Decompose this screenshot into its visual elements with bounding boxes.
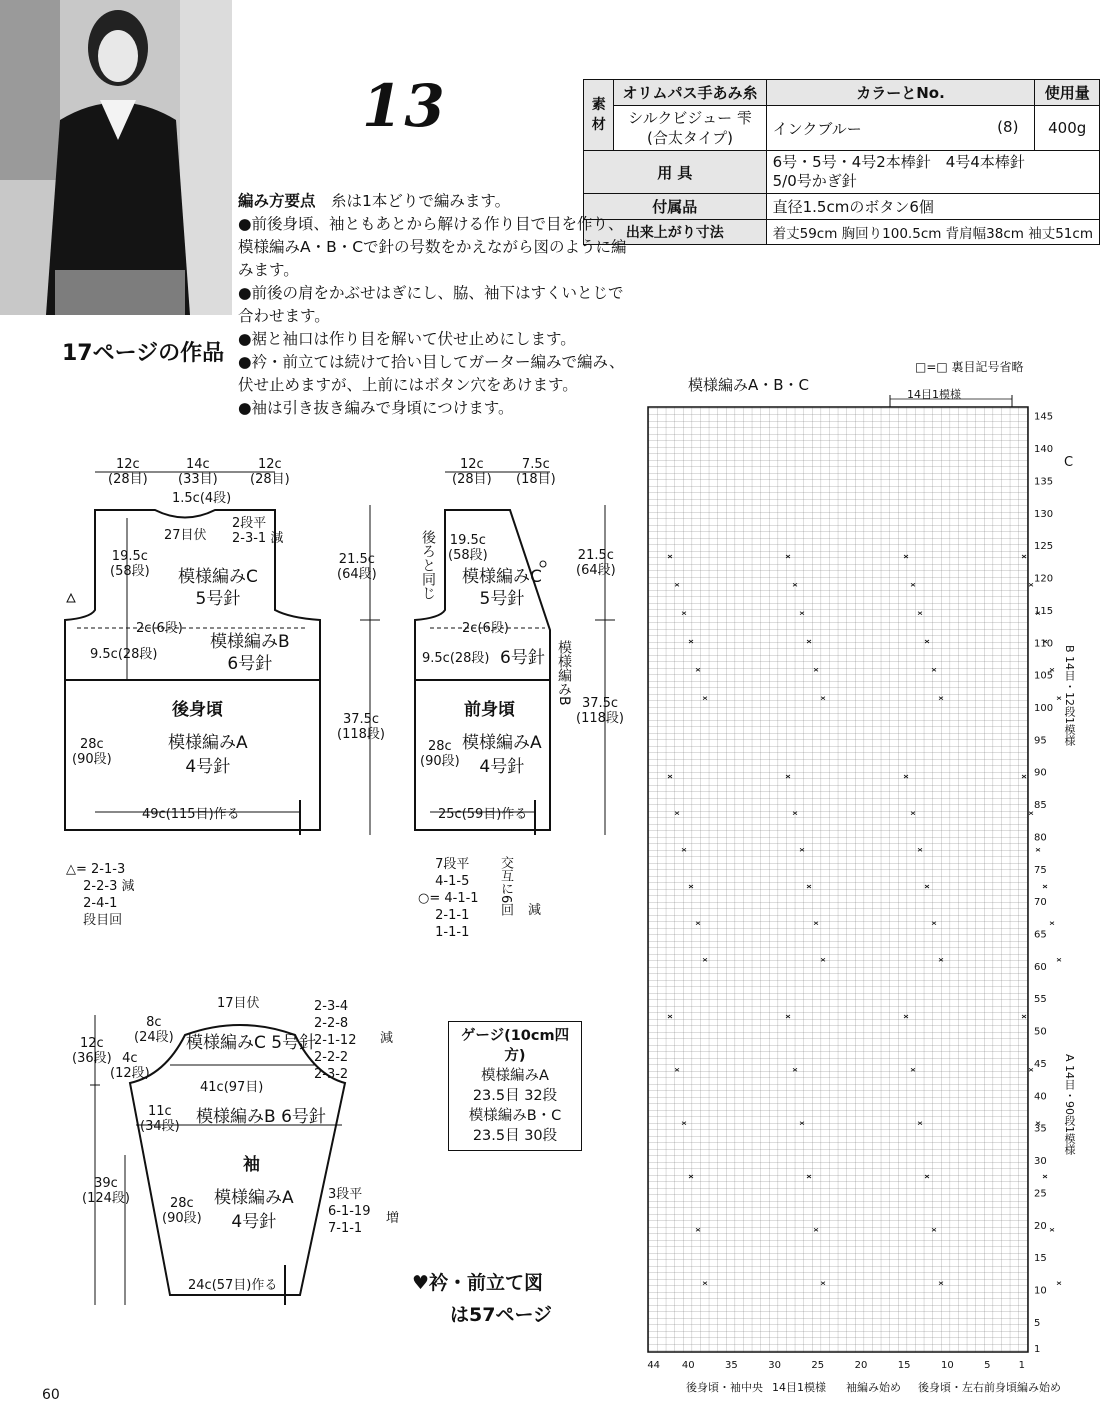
instruction-line: ●衿・前立ては続けて拾い目してガーター編みで編み、伏せ止めますが、上前にはボタン穴をあけます。 [238, 353, 625, 394]
chart-col-label: 10 [940, 1360, 954, 1371]
chart-row-label: 145 [1034, 411, 1054, 423]
chart-row-label: 80 [1034, 832, 1047, 844]
collar-note-line2: は57ページ [450, 1304, 553, 1326]
chart-row-label: 140 [1034, 444, 1054, 456]
finished-size-label: 出来上がり寸法 [584, 220, 767, 245]
chart-stitch-mark [1050, 922, 1054, 925]
chart-col-label: 25 [811, 1360, 825, 1371]
chart-row-label: 1 [1034, 1343, 1041, 1355]
materials-table [583, 79, 1100, 245]
chart-row-label: 60 [1034, 961, 1047, 973]
yarn-cell [614, 106, 766, 151]
chart-col-label: 35 [725, 1360, 738, 1371]
chart-row-label: 40 [1034, 1091, 1047, 1103]
chart-legend: □=□ 裏目記号省略 [915, 360, 1024, 374]
gauge-pattern-a-value: 23.5目 32段 [472, 1088, 558, 1104]
back-section-b-height: 9.5c(28段) [90, 647, 158, 662]
instructions-block [238, 190, 638, 420]
chart-row-label: 25 [1034, 1188, 1047, 1200]
color-header: カラーとNo. [766, 80, 1035, 106]
chart-row-label: 120 [1034, 573, 1054, 585]
chart-foot-right: 後身頃・左右前身頃編み始め [918, 1381, 1061, 1394]
back-pattern-a: 模様編みA 4号針 [168, 733, 248, 777]
back-neck-decrease: 2段平 2-3-1 減 [232, 516, 284, 546]
chart-col-label: 30 [768, 1360, 781, 1371]
back-armhole-decrease: △= 2-1-3 2-2-3 減 2-4-1 段目回 [66, 862, 135, 928]
chart-col-label: 44 [647, 1360, 661, 1371]
instructions-first-line [238, 190, 638, 213]
back-yoke-height: 19.5c (58段) [110, 549, 150, 579]
yarn-type: (合太タイプ) [647, 129, 733, 147]
chart-col-label: 1 [1018, 1360, 1026, 1371]
back-top-width-1: 12c (28目) [108, 457, 148, 487]
yarn-name: シルクビジュー 雫 [628, 109, 752, 127]
front-lower-height: 37.5c (118段) [576, 696, 624, 726]
sleeve-increase-word: 増 [386, 1211, 400, 1226]
sleeve-top-width: 41c(97目) [200, 1080, 264, 1095]
front-alternate-note: 交互に6回 [498, 856, 513, 917]
sleeve-cast-on: 24c(57目)作る [188, 1278, 278, 1293]
front-pattern-c: 模様編みC 5号針 [462, 567, 542, 609]
chart-stitch-mark [1043, 1175, 1047, 1178]
sleeve-cap-side: 8c (24段) [134, 1015, 174, 1045]
chart-title: 模様編みA・B・C [688, 376, 810, 394]
gauge-pattern-bc: 模様編みB・C [468, 1108, 562, 1124]
color-number: (8) [997, 117, 1019, 136]
back-cast-on: 49c(115目)作る [142, 807, 240, 822]
sleeve-cap-bind: 17目伏 [217, 996, 260, 1011]
instructions-heading: 編み方要点 [238, 192, 316, 210]
stitch-chart [640, 395, 1100, 1410]
gauge-pattern-a: 模様編みA [481, 1068, 549, 1084]
chart-row-label: 45 [1034, 1058, 1047, 1070]
sleeve-pattern-a: 模様編みA 4号針 [214, 1188, 294, 1232]
collar-note [412, 1267, 552, 1331]
chart-col-label: 5 [984, 1360, 991, 1371]
sleeve-total-height: 39c (124段) [82, 1176, 130, 1206]
chart-stitch-mark [1057, 697, 1061, 700]
chart-stitch-mark [1036, 848, 1040, 851]
chart-row-label: 5 [1034, 1317, 1041, 1329]
materials-label: 素材 [584, 80, 614, 151]
back-pattern-b: 模様編みB 6号針 [210, 632, 290, 674]
chart-stitch-mark [1043, 885, 1047, 888]
works-reference: 17ページの作品 [62, 341, 225, 366]
chart-section-b: B 14目・12段1模様 [1063, 645, 1076, 747]
chart-col-label: 20 [854, 1360, 868, 1371]
chart-row-label: 50 [1034, 1026, 1047, 1038]
collar-note-line1: ♥衿・前立て図 [412, 1272, 544, 1294]
front-body-name: 前身頃 [464, 700, 515, 720]
chart-stitch-mark [1029, 812, 1033, 815]
chart-stitch-mark [1029, 583, 1033, 586]
instruction-line: ●前後の肩をかぶせはぎにし、脇、袖下はすくいとじで合わせます。 [238, 284, 624, 325]
sleeve-section-b-height: 11c (34段) [140, 1104, 180, 1134]
chart-row-label: 115 [1034, 605, 1054, 617]
gauge-pattern-bc-value: 23.5目 30段 [472, 1128, 558, 1144]
sleeve-cap-lower: 4c (12段) [110, 1051, 150, 1081]
color-name: インクブルー [772, 119, 862, 138]
instruction-line: ●裾と袖口は作り目を解いて伏せ止めにします。 [238, 330, 576, 348]
yarn-brand-header: オリムパス手あみ糸 [614, 80, 766, 106]
chart-row-label: 100 [1034, 702, 1054, 714]
chart-stitch-mark [1057, 1282, 1061, 1285]
chart-stitch-mark [1029, 1068, 1033, 1071]
front-cast-on: 25c(59目)作る [438, 807, 528, 822]
pattern-number: 13 [362, 72, 447, 140]
back-armhole: 2c(6段) [136, 621, 183, 636]
front-top-width-2: 7.5c (18目) [516, 457, 556, 487]
chart-row-label: 85 [1034, 800, 1047, 812]
front-neck-decrease: 7段平 4-1-5 ○= 4-1-1 2-1-1 1-1-1 [418, 857, 479, 940]
tools-label: 用 具 [584, 151, 767, 194]
back-lower-height: 37.5c (118段) [337, 712, 385, 742]
sleeve-section-a-height: 28c (90段) [162, 1196, 202, 1226]
amount-header: 使用量 [1035, 80, 1100, 106]
back-pattern-c: 模様編みC 5号針 [178, 567, 258, 609]
back-section-a-height: 28c (90段) [72, 737, 112, 767]
instruction-line: 糸は1本どりで編みます。 [331, 192, 511, 210]
chart-row-label: 95 [1034, 735, 1047, 747]
tools-cell [766, 151, 1099, 194]
chart-row-label: 20 [1034, 1220, 1047, 1232]
chart-section-c: C [1064, 455, 1074, 470]
chart-repeat-label: 14目1模様 [907, 388, 961, 401]
gauge-title: ゲージ(10cm四方) [460, 1028, 570, 1064]
color-cell [766, 106, 1035, 151]
front-yoke-height: 19.5c (58段) [448, 533, 488, 563]
chart-foot-sleeve: 袖編み始め [846, 1381, 901, 1394]
sleeve-name: 袖 [243, 1155, 260, 1175]
front-side-pattern-b: 模様編みB [556, 640, 572, 706]
chart-row-label: 110 [1034, 638, 1054, 650]
sleeve-pattern-c: 模様編みC 5号針 [186, 1033, 317, 1053]
chart-row-label: 135 [1034, 476, 1054, 488]
front-decrease-word: 減 [528, 903, 542, 918]
chart-row-label: 15 [1034, 1253, 1047, 1265]
chart-foot-left: 後身頃・袖中央 [686, 1381, 763, 1394]
chart-row-label: 55 [1034, 994, 1047, 1006]
chart-row-label: 10 [1034, 1285, 1047, 1297]
chart-row-label: 125 [1034, 541, 1054, 553]
chart-stitch-mark [1057, 958, 1061, 961]
chart-row-label: 65 [1034, 929, 1047, 941]
front-section-b-height: 9.5c(28段) [422, 651, 490, 666]
page-number: 60 [42, 1387, 60, 1403]
front-top-width-1: 12c (28目) [452, 457, 492, 487]
front-needle-b: 6号針 [500, 648, 545, 668]
chart-stitch-mark [1050, 1228, 1054, 1231]
chart-row-label: 130 [1034, 508, 1054, 520]
finished-size-value: 着丈59cm 胸回り100.5cm 背肩幅38cm 袖丈51cm [766, 220, 1099, 245]
front-same-as-back: 後ろと同じ [420, 530, 436, 600]
chart-row-label: 30 [1034, 1156, 1047, 1168]
sleeve-increase: 3段平 6-1-19 7-1-1 [328, 1187, 371, 1236]
accessories-value: 直径1.5cmのボタン6個 [766, 194, 1099, 220]
accessories-label: 付属品 [584, 194, 767, 220]
back-top-width-2: 14c (33目) [178, 457, 218, 487]
chart-row-label: 90 [1034, 767, 1047, 779]
back-neck-depth: 1.5c(4段) [172, 491, 232, 506]
chart-foot-repeat: 14目1模様 [772, 1381, 826, 1394]
chart-row-label: 70 [1034, 897, 1047, 909]
front-pattern-a: 模様編みA 4号針 [462, 733, 542, 777]
front-section-a-height: 28c (90段) [420, 739, 460, 769]
sleeve-pattern-b: 模様編みB 6号針 [196, 1107, 326, 1127]
chart-row-label: 35 [1034, 1123, 1047, 1135]
front-armhole: 2c(6段) [462, 621, 509, 636]
chart-row-label: 105 [1034, 670, 1054, 682]
front-upper-height: 21.5c (64段) [576, 548, 616, 578]
chart-section-a: A 14目・90段1模様 [1063, 1054, 1076, 1156]
chart-col-label: 40 [681, 1360, 695, 1371]
sleeve-cap-height: 12c (36段) [72, 1036, 112, 1066]
sleeve-decrease-word: 減 [380, 1031, 394, 1046]
model-photo [0, 0, 232, 315]
tools-line2: 5/0号かぎ針 [772, 172, 857, 190]
chart-row-label: 75 [1034, 864, 1047, 876]
back-body-name: 後身頃 [172, 700, 223, 720]
back-upper-height: 21.5c (64段) [337, 552, 377, 582]
back-neck-bind: 27目伏 [164, 528, 207, 543]
chart-col-label: 15 [897, 1360, 911, 1371]
back-top-width-3: 12c (28目) [250, 457, 290, 487]
amount-value: 400g [1035, 106, 1100, 151]
sleeve-cap-decrease: 2-3-4 2-2-8 2-1-12 2-2-2 2-3-2 [314, 999, 357, 1082]
instruction-line: ●前後身頃、袖ともあとから解ける作り目で目を作り、模様編みA・B・Cで針の号数をかえながら図のように編みます。 [238, 215, 627, 279]
gauge-box [448, 1021, 582, 1151]
instruction-line: ●袖は引き抜き編みで身頃につけます。 [238, 399, 514, 417]
tools-line1: 6号・5号・4号2本棒針 4号4本棒針 [772, 153, 1025, 171]
